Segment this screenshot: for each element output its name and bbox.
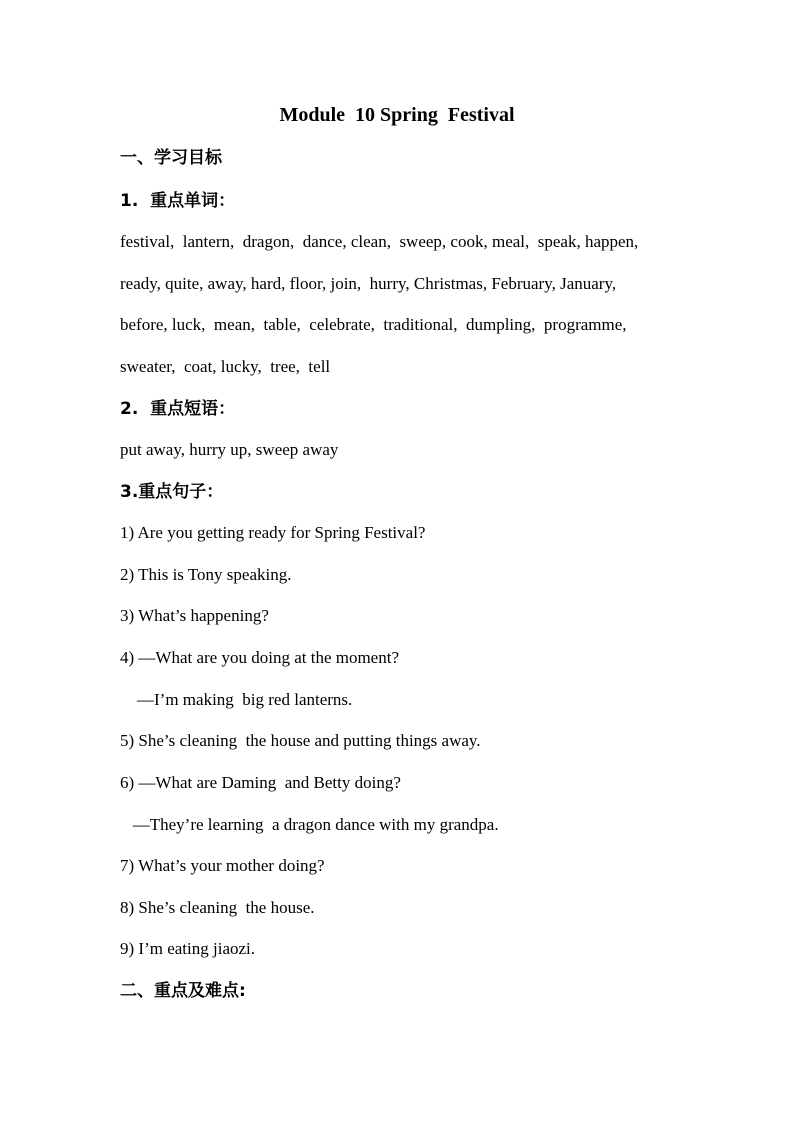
sentence-line: 3) What’s happening?: [120, 606, 269, 625]
sentence-line: 4) —What are you doing at the moment?: [120, 648, 399, 667]
sentence-line: 9) I’m eating jiaozi.: [120, 939, 256, 958]
sentence-line: 7) What’s your mother doing?: [120, 856, 325, 875]
section-1-heading: 一、学习目标: [120, 148, 222, 168]
key-phrases-heading: 2. 重点短语：: [120, 399, 236, 419]
sentence-line: 6) —What are Daming and Betty doing?: [120, 773, 401, 792]
sentence-line: —I’m making big red lanterns.: [120, 690, 353, 709]
key-words-line: festival, lantern, dragon, dance, clean, sweep, cook, meal, speak, happen,: [120, 232, 639, 251]
page-title: Module 10 Spring Festival: [279, 104, 515, 126]
key-words-line: ready, quite, away, hard, floor, join, hurry, Christmas, February, January,: [120, 274, 617, 293]
key-words-heading: 1. 重点单词：: [120, 191, 236, 211]
sentence-line: 5) She’s cleaning the house and putting things away.: [120, 731, 481, 750]
sentence-line: 1) Are you getting ready for Spring Festival?: [120, 523, 426, 542]
key-words-line: sweater, coat, lucky, tree, tell: [120, 357, 331, 376]
sentence-line: 2) This is Tony speaking.: [120, 565, 292, 584]
sentence-line: 8) She’s cleaning the house.: [120, 898, 315, 917]
key-sentences-heading: 3.重点句子：: [120, 482, 224, 502]
key-words-line: before, luck, mean, table, celebrate, traditional, dumpling, programme,: [120, 315, 627, 334]
sentence-line: —They’re learning a dragon dance with my grandpa.: [120, 815, 499, 834]
key-phrases-text: put away, hurry up, sweep away: [120, 440, 339, 459]
section-2-heading: 二、重点及难点:: [120, 981, 246, 1001]
